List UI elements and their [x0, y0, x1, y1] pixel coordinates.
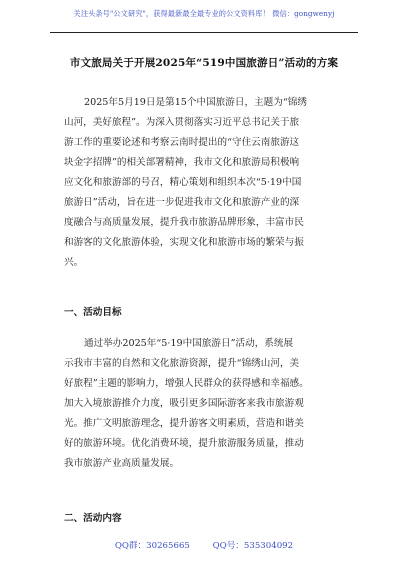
goals-line: 好旅程”主题的影响力，增强人民群众的获得感和幸福感。 [64, 378, 309, 389]
header-divider [50, 32, 358, 33]
intro-line: 度融合与高质量发展，提升我市旅游品牌形象，丰富市民 [64, 217, 304, 228]
goals-line: 我市旅游产业高质量发展。 [64, 458, 180, 469]
intro-line: 块金字招牌”的相关部署精神，我市文化和旅游局积极响 [64, 157, 300, 168]
goals-paragraph [64, 334, 352, 474]
goals-line: 示我市丰富的自然和文化旅游资源，提升“锦绣山河，美 [64, 358, 300, 369]
intro-line: 应文化和旅游部的号召，精心策划和组织本次“5·19中国 [64, 177, 302, 188]
intro-line: 和游客的文化旅游体验，实现文化和旅游市场的繁荣与振 [64, 237, 304, 248]
goals-line: 好的旅游环境。优化消费环境，提升旅游服务质量，推动 [64, 438, 304, 449]
intro-paragraph [64, 93, 352, 273]
intro-line: 山河，美好旅程”。为深入贯彻落实习近平总书记关于旅 [64, 117, 300, 128]
section-heading-content: 二、活动内容 [64, 513, 122, 524]
footer-qq: QQ号：535304092 [212, 541, 294, 551]
intro-line: 旅游日”活动，旨在进一步促进我市文化和旅游产业的深 [64, 197, 300, 208]
document-title: 市文旅局关于开展2025年“519中国旅游日”活动的方案 [69, 57, 339, 69]
intro-line: 游工作的重要论述和考察云南时提出的“守住云南旅游这 [64, 137, 300, 148]
intro-line: 2025年5月19日是第15个中国旅游日，主题为“锦绣 [84, 97, 307, 108]
header-note: 关注头条号"公文研究"，获得最新最全最专业的公文资料库！ 微信：gongwenyj [73, 9, 335, 18]
section-heading-goals: 一、活动目标 [64, 307, 122, 318]
goals-line: 加大入境旅游推介力度，吸引更多国际游客来我市旅游观 [64, 398, 304, 409]
goals-line: 通过举办2025年“5·19中国旅游日”活动，系统展 [84, 338, 294, 349]
intro-line: 兴。 [64, 257, 84, 268]
footer-contact [0, 539, 408, 551]
goals-line: 光。推广文明旅游理念，提升游客文明素质，营造和谐美 [64, 418, 304, 429]
footer-qq-group: QQ群：30265665 [114, 541, 190, 551]
